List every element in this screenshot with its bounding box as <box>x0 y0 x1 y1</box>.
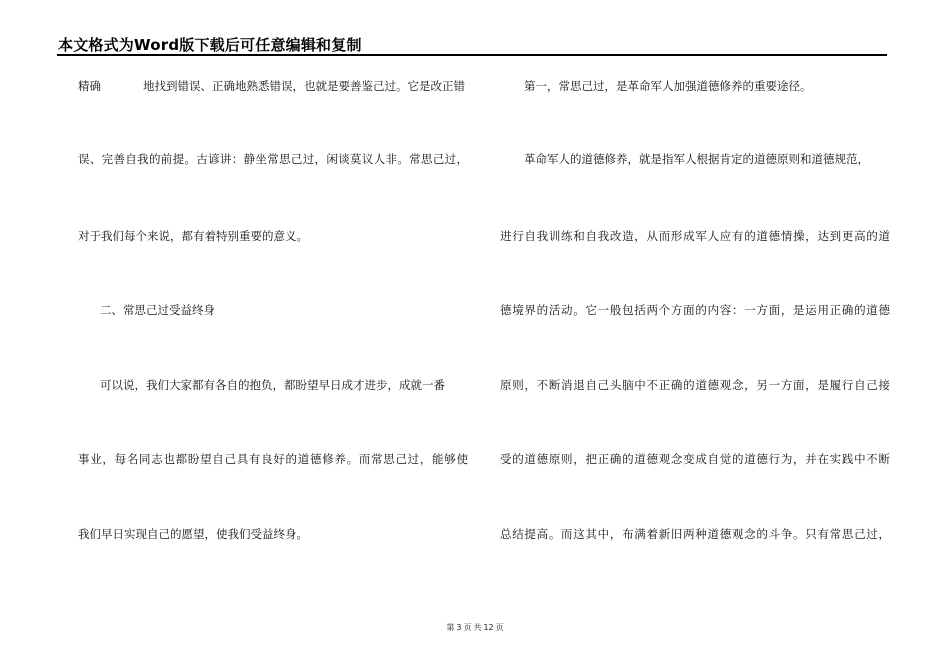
left-line-5: 可以说，我们大家都有各自的抱负，都盼望早日成才进步，成就一番 <box>100 378 445 392</box>
left-line-1-lead: 精确 <box>78 79 101 93</box>
left-line-6: 事业，每名同志也都盼望自己具有良好的道德修养。而常思己过，能够使 <box>78 452 468 466</box>
footer-total-word: 共 <box>473 623 482 632</box>
left-line-1-rest: 地找到错误、正确地熟悉错误，也就是要善鉴己过。它是改正错 <box>143 79 465 93</box>
right-line-3: 进行自我训练和自我改造，从而形成军人应有的道德情操，达到更高的道 <box>500 229 890 243</box>
header-divider <box>57 54 887 56</box>
footer-current-page: 3 <box>456 623 462 632</box>
right-line-5: 原则，不断消退自己头脑中不正确的道德观念，另一方面，是履行自己接 <box>500 378 890 392</box>
left-line-7: 我们早日实现自己的愿望，使我们受益终身。 <box>78 527 308 541</box>
footer-prefix: 第 <box>446 623 455 632</box>
page-header-title: 本文格式为Word版下载后可任意编辑和复制 <box>58 36 362 54</box>
left-line-2: 误、完善自我的前提。古谚讲：静坐常思己过，闲谈莫议人非。常思己过， <box>78 152 468 166</box>
left-line-1 <box>78 79 468 93</box>
footer-suffix: 页 <box>495 623 504 632</box>
page-number-footer <box>0 622 950 633</box>
right-line-7: 总结提高。而这其中，布满着新旧两种道德观念的斗争。只有常思己过， <box>500 527 890 541</box>
footer-total-pages: 12 <box>483 623 494 632</box>
right-line-6: 受的道德原则，把正确的道德观念变成自觉的道德行为，并在实践中不断 <box>500 452 890 466</box>
right-line-4: 德境界的活动。它一般包括两个方面的内容：一方面，是运用正确的道德 <box>500 303 890 317</box>
left-line-3: 对于我们每个来说，都有着特别重要的意义。 <box>78 229 308 243</box>
footer-page-word: 页 <box>463 623 472 632</box>
section-heading: 二、常思己过受益终身 <box>100 303 215 317</box>
right-line-2: 革命军人的道德修养，就是指军人根据肯定的道德原则和道德规范， <box>524 152 869 166</box>
right-line-1: 第一，常思己过，是革命军人加强道德修养的重要途径。 <box>524 79 812 93</box>
